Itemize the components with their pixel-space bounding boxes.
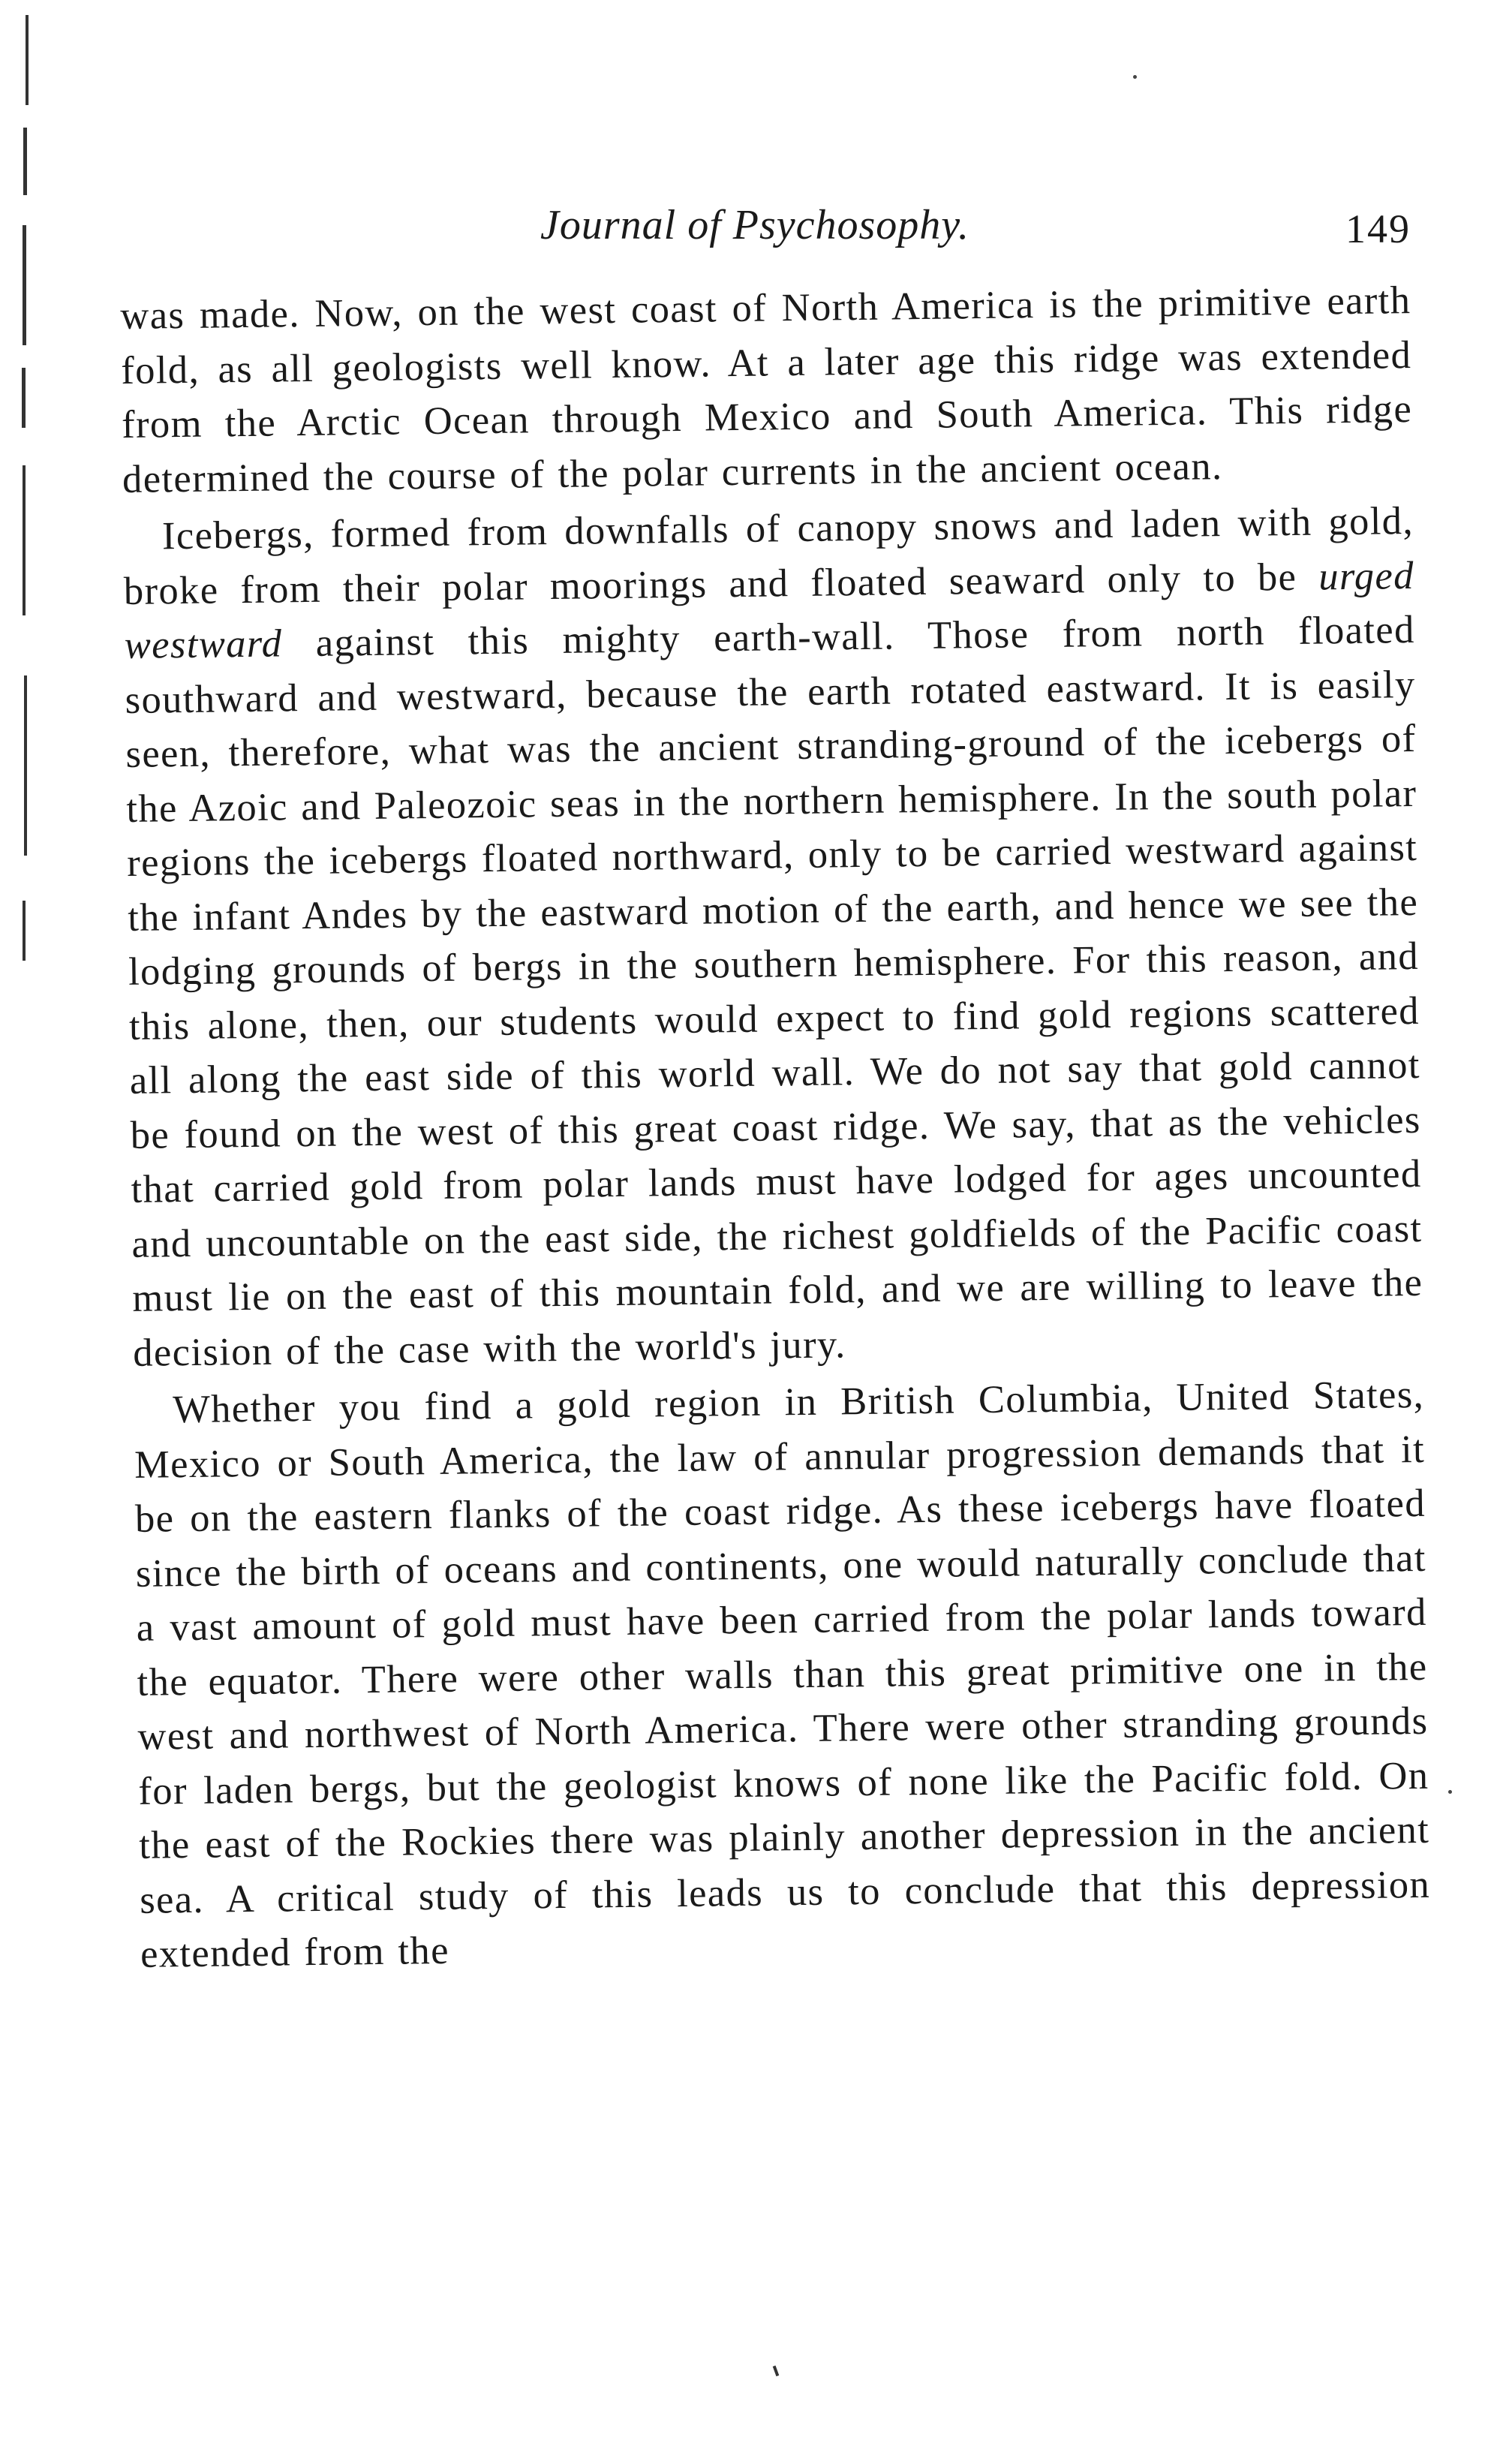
emphasized-phrase: urged westward (124, 553, 1415, 667)
speck (1448, 1790, 1452, 1794)
stray-mark (773, 2366, 780, 2377)
binding-mark (22, 368, 26, 428)
paragraph (120, 273, 1413, 507)
paragraph (134, 1367, 1432, 1981)
speck (1133, 75, 1137, 79)
paragraph-text: Icebergs, formed from downfalls of canopy snows and laden with gold, broke from their polar moorings and floated seaward only to be (123, 498, 1414, 613)
running-head (165, 201, 1411, 261)
paragraph-text: was made. Now, on the west coast of North America is the primitive earth fold, as all geologists well know. At a later age this ridge was extended from the Arctic Ocean through Mexico and South America. This ridge determined the course of the polar currents in the ancient ocean. (120, 278, 1413, 501)
binding-mark (24, 675, 27, 856)
binding-edge (14, 15, 21, 998)
body-text (120, 273, 1431, 1981)
page-number: 149 (1345, 206, 1411, 251)
paragraph (123, 494, 1424, 1380)
binding-mark (23, 465, 26, 615)
binding-mark (23, 128, 27, 195)
binding-mark (23, 225, 26, 345)
paragraph-text: Whether you find a gold region in British Columbia, United States, Mexico or South America, the law of annular progression demands that it be on the eastern flanks of the coast ridge. As these icebergs have floated since the birth of oceans and continents, one would naturally conclude that a vast amount of gold must have been carried from the polar lands toward the equator. There were other walls than this great primitive one in the west and northwest of North America. There were other stranding grounds for laden bergs, but the geologist knows of none like the Pacific fold. On the east of the Rockies there was plainly another depression in the ancient sea. A critical study of this leads us to conclude that this depression extended from the (134, 1372, 1431, 1976)
binding-mark (26, 15, 29, 105)
paragraph-text: against this mighty earth-wall. Those from north floated southward and westward, because the earth rotated eastward. It is easily seen, therefore, what was the ancient stranding-ground of the icebergs of the Azoic and Paleozoic seas in the northern hemisphere. In the south polar regions the icebergs floated northward, only to be carried westward against the infant Andes by the eastward motion of the earth, and hence we see the lodging grounds of bergs in the southern hemisphere. For this reason, and this alone, then, our students would expect to find gold regions scattered all along the east side of this world wall. We do not say that gold cannot be found on the west of this great coast ridge. We say, that as the vehicles that carried gold from polar lands must have lodged for ages uncounted and uncountable on the east side, the richest goldfields of the Pacific coast must lie on the east of this mountain fold, and we are willing to leave the decision of the case with the world's jury. (125, 607, 1423, 1375)
running-title: Journal of Psychosophy. (540, 202, 970, 248)
binding-mark (23, 901, 26, 961)
